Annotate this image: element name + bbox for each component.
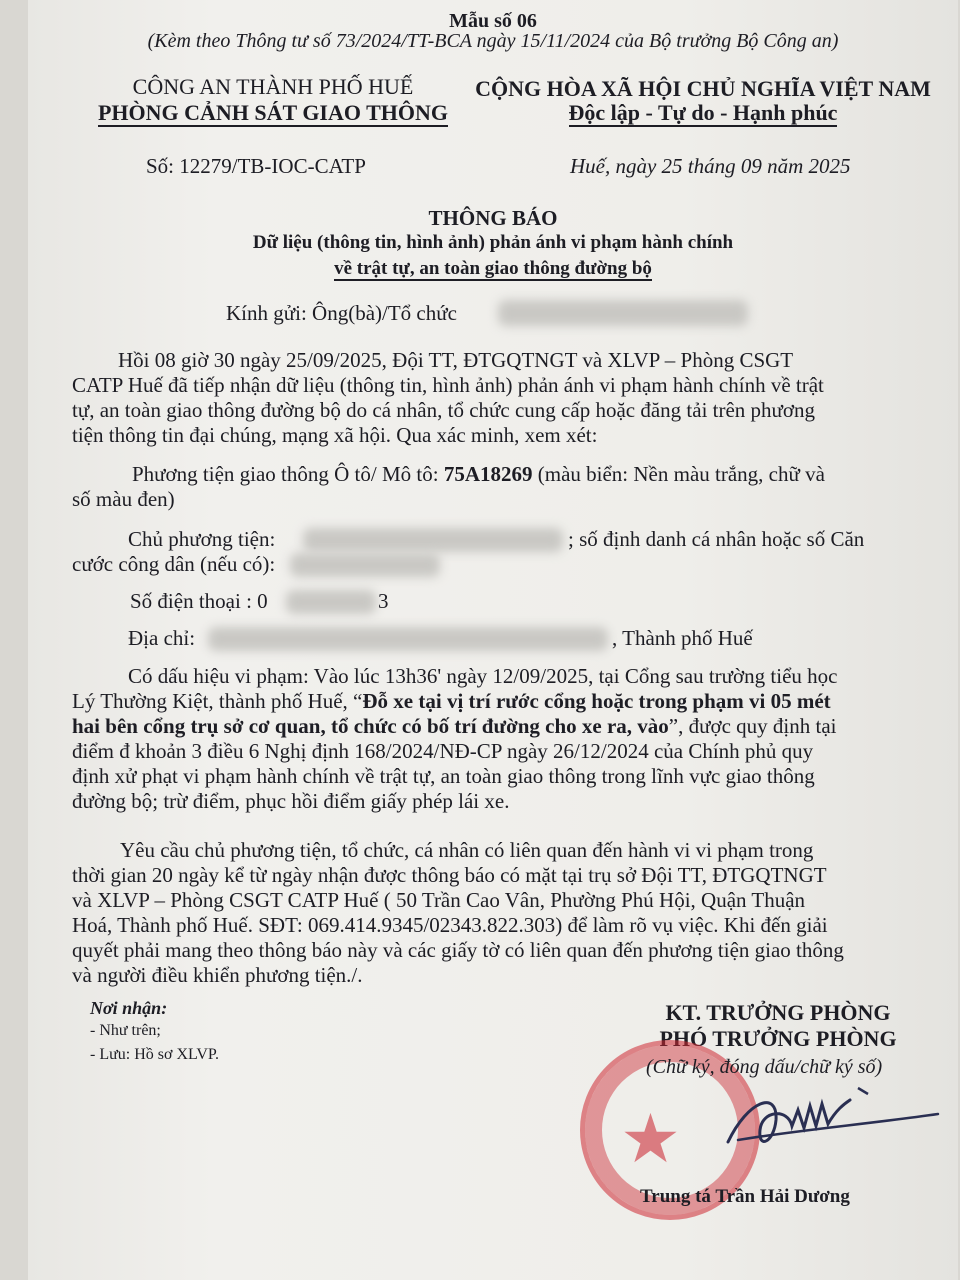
intro-line: tiện thông tin đại chúng, mạng xã hội. Qua xác minh, xem xét:	[72, 423, 598, 447]
owner-label: Chủ phương tiện:	[128, 527, 276, 551]
violation-line: Có dấu hiệu vi phạm: Vào lúc 13h36' ngày 12/09/2025, tại Cổng sau trường tiểu học	[128, 664, 838, 688]
recipients-heading: Nơi nhận:	[90, 998, 168, 1018]
signature-note: (Chữ ký, đóng dấu/chữ ký số)	[646, 1056, 883, 1078]
violation-line: hai bên cổng trụ sở cơ quan, tổ chức có bố trí đường cho xe ra, vào”, được quy định tại	[72, 714, 837, 738]
request-line: quyết phải mang theo thông báo này và các giấy tờ có liên quan đến phương tiện giao thông	[72, 938, 844, 962]
document-page	[28, 0, 958, 1280]
request-line: và người điều khiển phương tiện./.	[72, 963, 363, 987]
agency-name: CÔNG AN THÀNH PHỐ HUẾ	[132, 74, 414, 99]
address-label: Địa chỉ:	[128, 626, 196, 650]
request-line: thời gian 20 ngày kể từ ngày nhận được thông báo có mặt tại trụ sở Đội TT, ĐTGQTNGT	[72, 863, 827, 887]
document-number: Số: 12279/TB-IOC-CATP	[146, 154, 366, 178]
vehicle-line: Phương tiện giao thông Ô tô/ Mô tô: 75A18269 (màu biển: Nền màu trắng, chữ và	[132, 462, 825, 486]
violation-description-cont: hai bên cổng trụ sở cơ quan, tổ chức có bố trí đường cho xe ra, vào	[72, 714, 669, 738]
signature-title-2: PHÓ TRƯỞNG PHÒNG	[659, 1026, 897, 1051]
vehicle-line-2: số màu đen)	[72, 487, 175, 511]
recipient-item: - Lưu: Hồ sơ XLVP.	[90, 1046, 219, 1063]
intro-line: Hồi 08 giờ 30 ngày 25/09/2025, Đội TT, ĐTGQTNGT và XLVP – Phòng CSGT	[118, 348, 794, 372]
signer-name: Trung tá Trần Hải Dương	[640, 1186, 850, 1207]
national-title: CỘNG HÒA XÃ HỘI CHỦ NGHĨA VIỆT NAM	[475, 76, 931, 101]
national-motto: Độc lập - Tự do - Hạnh phúc	[568, 100, 838, 125]
phone-end: 3	[378, 589, 389, 613]
owner-id-label: ; số định danh cá nhân hoặc số Căn	[568, 527, 865, 551]
form-number: Mẫu số 06	[449, 10, 537, 32]
request-line: Hoá, Thành phố Huế. SĐT: 069.414.9345/02343.822.303) để làm rõ vụ việc. Khi đến giải	[72, 913, 828, 937]
request-line: Yêu cầu chủ phương tiện, tổ chức, cá nhân có liên quan đến hành vi vi phạm trong	[120, 838, 814, 862]
document-subtitle-1: Dữ liệu (thông tin, hình ảnh) phản ánh vi phạm hành chính	[252, 232, 734, 253]
department-name: PHÒNG CẢNH SÁT GIAO THÔNG	[97, 100, 448, 125]
address-city: , Thành phố Huế	[612, 626, 753, 650]
violation-line: định xử phạt vi phạm hành chính về trật tự, an toàn giao thông trong lĩnh vực giao thông	[72, 764, 815, 788]
form-reference: (Kèm theo Thông tư số 73/2024/TT-BCA ngày 15/11/2024 của Bộ trưởng Bộ Công an)	[147, 30, 839, 52]
redacted-owner	[303, 528, 563, 552]
redacted-id	[290, 553, 440, 577]
citizen-id-label: cước công dân (nếu có):	[72, 552, 276, 576]
document-title: THÔNG BÁO	[428, 206, 558, 230]
violation-line: điểm đ khoản 3 điều 6 Nghị định 168/2024/NĐ-CP ngày 26/12/2024 của Chính phủ quy	[72, 739, 814, 763]
violation-line: Lý Thường Kiệt, thành phố Huế, “Đỗ xe tại vị trí rước cổng hoặc trong phạm vi 05 mét	[72, 689, 831, 713]
redacted-phone	[286, 590, 376, 614]
redacted-address	[208, 627, 608, 651]
violation-description: Đỗ xe tại vị trí rước cổng hoặc trong phạm vi 05 mét	[362, 689, 831, 713]
recipient-label: Kính gửi: Ông(bà)/Tổ chức	[226, 301, 457, 325]
phone-label: Số điện thoại : 0	[130, 589, 268, 613]
document-date: Huế, ngày 25 tháng 09 năm 2025	[570, 154, 851, 178]
intro-line: CATP Huế đã tiếp nhận dữ liệu (thông tin, hình ảnh) phản ánh vi phạm hành chính về trật	[72, 373, 824, 397]
stamp-star-icon: ★	[620, 1100, 681, 1179]
violation-line: đường bộ; trừ điểm, phục hồi điểm giấy phép lái xe.	[72, 789, 510, 813]
license-plate: 75A18269	[443, 462, 533, 486]
signature-title-1: KT. TRƯỞNG PHÒNG	[665, 1000, 891, 1025]
recipient-item: - Như trên;	[90, 1022, 161, 1039]
document-subtitle-2: về trật tự, an toàn giao thông đường bộ	[334, 258, 652, 279]
handwritten-signature	[718, 1080, 948, 1170]
request-line: và XLVP – Phòng CSGT CATP Huế ( 50 Trần Cao Vân, Phường Phú Hội, Quận Thuận	[72, 888, 806, 912]
intro-line: tự, an toàn giao thông đường bộ do cá nhân, tổ chức cung cấp hoặc đăng tải trên phương	[72, 398, 816, 422]
redacted-recipient	[498, 300, 748, 326]
